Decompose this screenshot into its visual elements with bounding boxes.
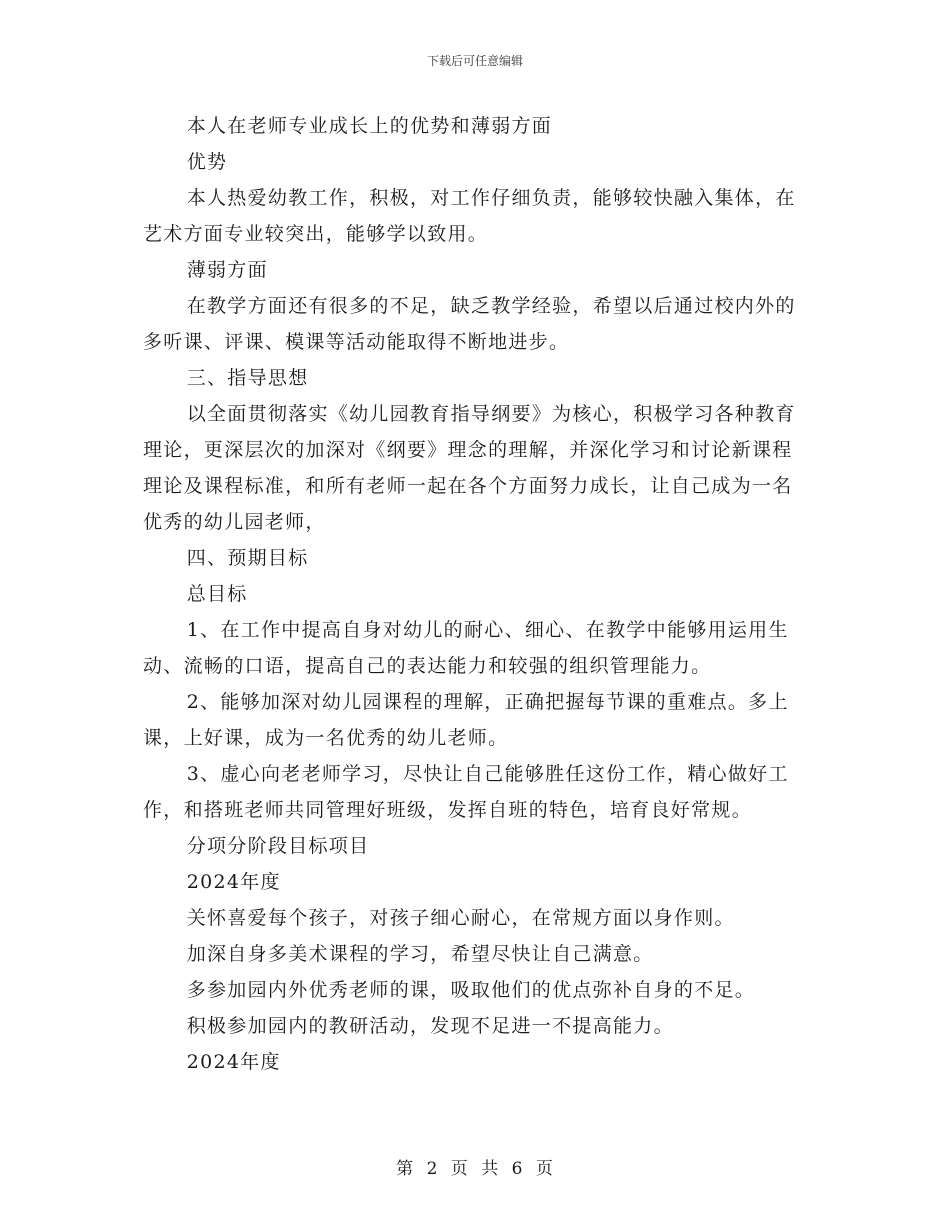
goal-item: 1、在工作中提高自身对幼儿的耐心、细心、在教学中能够用运用生动、流畅的口语，提高自己的表达能力和较强的组织管理能力。 [143, 619, 789, 677]
footer-total-prefix: 共 [481, 1159, 500, 1179]
list-item: 多参加园内外优秀老师的课，吸取他们的优点弥补自身的不足。 [186, 979, 756, 1001]
section-heading-expected-goals: 四、预期目标 [186, 547, 309, 569]
goal-item: 2、能够加深对幼儿园课程的理解，正确把握每节课的重难点。多上课，上好课，成为一名优秀的幼儿老师。 [143, 691, 789, 749]
paragraph: 在教学方面还有很多的不足，缺乏教学经验，希望以后通过校内外的多听课、评课、模课等活动能取得不断地进步。 [143, 295, 796, 353]
subheading-weaknesses: 薄弱方面 [186, 259, 268, 281]
footer-prefix: 第 [396, 1159, 415, 1179]
section-heading: 本人在老师专业成长上的优势和薄弱方面 [186, 115, 553, 137]
section-heading-guiding-ideas: 三、指导思想 [186, 367, 309, 389]
year-label: 2024年度 [186, 871, 281, 893]
paragraph: 以全面贯彻落实《幼儿园教育指导纲要》为核心，积极学习各种教育理论，更深层次的加深对《纲要》理念的理解，并深化学习和讨论新课程理论及课程标准，和所有老师一起在各个方面努力成长，让自己成为一名优秀的幼儿园老师， [143, 403, 796, 533]
list-item: 积极参加园内的教研活动，发现不足进一不提高能力。 [186, 1015, 674, 1037]
goal-item: 3、虚心向老老师学习，尽快让自己能够胜任这份工作，精心做好工作，和搭班老师共同管理好班级，发挥自班的特色，培育良好常规。 [143, 763, 789, 821]
year-label: 2024年度 [186, 1051, 281, 1073]
subheading-strengths: 优势 [186, 151, 228, 173]
list-item: 关怀喜爱每个孩子，对孩子细心耐心，在常规方面以身作则。 [186, 907, 735, 929]
footer-page-total: 6 [511, 1159, 524, 1179]
document-body [143, 108, 811, 1080]
subheading-staged-goals: 分项分阶段目标项目 [186, 835, 370, 857]
subheading-overall-goal: 总目标 [186, 583, 248, 605]
paragraph: 本人热爱幼教工作，积极，对工作仔细负责，能够较快融入集体，在艺术方面专业较突出，能够学以致用。 [143, 187, 796, 245]
footer-page-current: 2 [426, 1159, 439, 1179]
page-header-note: 下载后可任意编辑 [426, 54, 523, 68]
list-item: 加深自身多美术课程的学习，希望尽快让自己满意。 [186, 943, 654, 965]
footer-suffix: 页 [535, 1159, 554, 1179]
page-footer [0, 1154, 950, 1179]
footer-mid: 页 [450, 1159, 469, 1179]
